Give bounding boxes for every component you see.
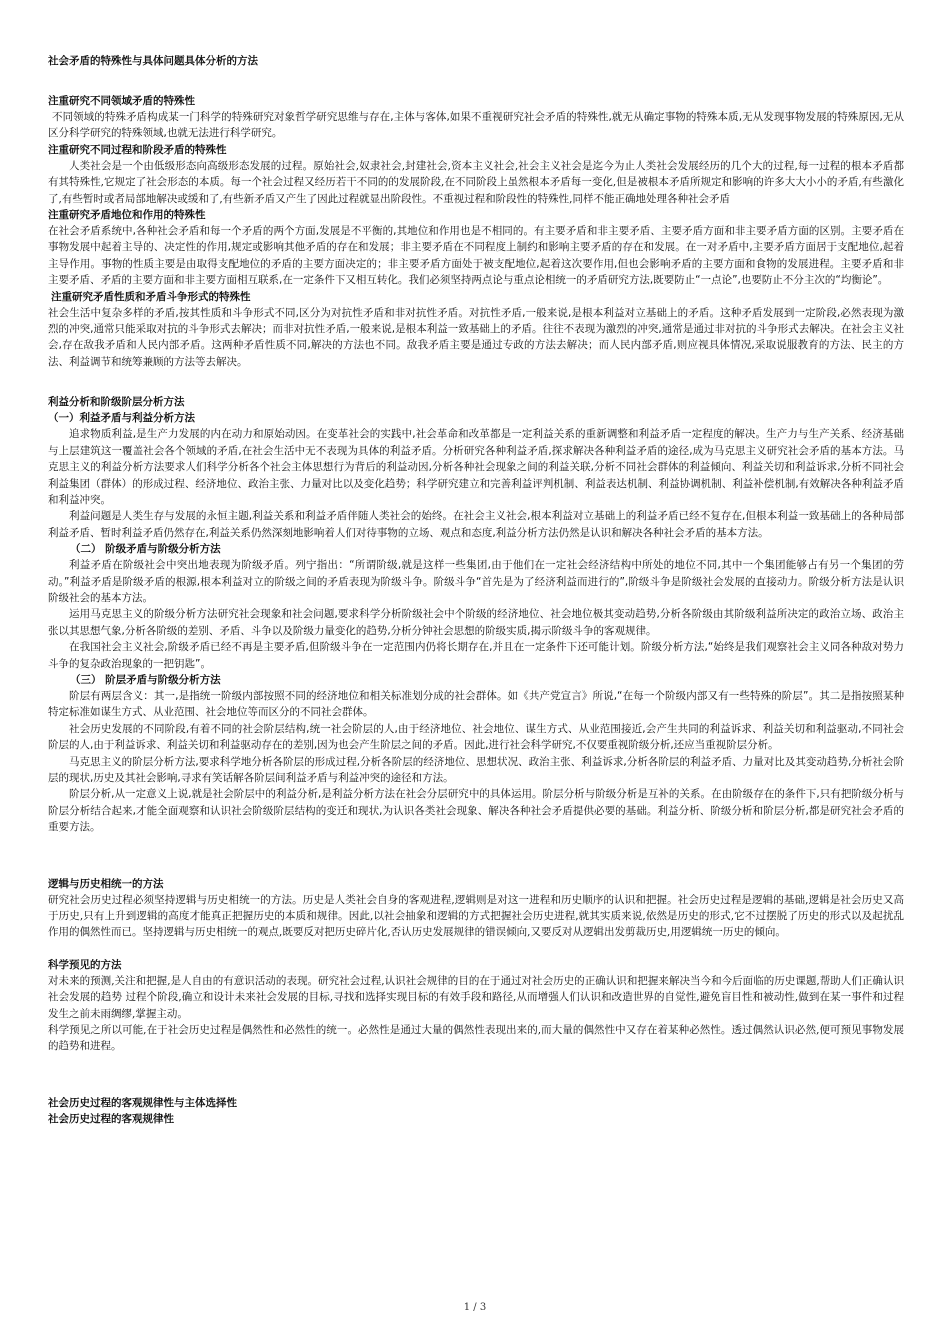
section-heading: 注重研究矛盾性质和矛盾斗争形式的特殊性 [51, 290, 251, 303]
paragraph: 马克思主义的阶层分析方法,要求科学地分析各阶层的形成过程,分析各阶层的经济地位、思想状况、政治主张、利益诉求,分析各阶层的利益矛盾、力量对比及其变动趋势,分析社会阶层的现状,历史及其社会影响,寻求有笑话解各阶层间利益矛盾与利益冲突的途径和方法。 [48, 755, 904, 784]
paragraph: 阶层有两层含义：其一,是指统一阶级内部按照不同的经济地位和相关标准划分成的社会群体。如《共产党宣言》所说,“在每一个阶级内部又有一些特殊的阶层”。其二是指按照某种特定标准如谋生方式、从业范围、社会地位等而区分的不同社会群体。 [48, 689, 904, 719]
paragraph: 利益矛盾在阶级社会中突出地表现为阶级矛盾。列宁指出：“所谓阶级,就是这样一些集团,由于他们在一定社会经济结构中所处的地位不同,其中一个集团能够占有另一个集团的劳动。”利益矛盾是阶级矛盾的根源,根本利益对立的阶级之间的矛盾表现为阶级斗争。阶级斗争“首先是为了经济利益而进行的”,阶级斗争是阶级社会发展的直接动力。阶级分析方法是认识阶级社会的基本方法。 [48, 559, 904, 604]
paragraph: 对未来的预测,关注和把握,是人自由的有意识活动的表现。研究社会过程,认识社会规律的目的在于通过对社会历史的正确认识和把握来解决当今和今后面临的历史课题,帮助人们正确认识社会发展的趋势 过程个阶段,确立和设计未来社会发展的目标,寻找和选择实现目标的有效手段和路径,从而增强人们认识和改造世界的自觉性,避免盲目性和被动性,做到在某一事件和过程发生之前未雨绸缪,掌握主动。 [48, 974, 904, 1020]
paragraph: 不同领域的特殊矛盾构成某一门科学的特殊研究对象哲学研究思维与存在,主体与客体,如果不重视研究社会矛盾的特殊性,就无从确定事物的特殊本质,无从发现事物发展的特殊原因,无从区分科学研究的特殊领域,也就无法进行科学研究。 [48, 111, 904, 140]
subsection-heading: （二） 阶级矛盾与阶级分析方法 [70, 543, 221, 556]
section-heading: 注重研究矛盾地位和作用的特殊性 [48, 209, 206, 222]
section-heading: 社会历史过程的客观规律性 [48, 1112, 174, 1125]
paragraph: 利益问题是人类生存与发展的永恒主题,利益关系和利益矛盾伴随人类社会的始终。在社会主义社会,根本利益对立基础上的利益矛盾已经不复存在,但根本利益一致基础上的各种局部利益矛盾、暂时利益矛盾仍然存在,利益关系仍然深刻地影响着人们对待事物的立场、观点和态度,利益分析方法仍然是认识和解决各种社会矛盾的基本方法。 [48, 510, 904, 539]
paragraph: 阶层分析,从一定意义上说,就是社会阶层中的利益分析,是利益分析方法在社会分层研究中的具体运用。阶层分析与阶级分析是互补的关系。在由阶级存在的条件下,只有把阶级分析与阶层分析结合起来,才能全面观察和认识社会阶级阶层结构的变迁和现状,为认识各类社会现象、解决各种社会矛盾提供必要的基础。利益分析、阶级分析和阶层分析,都是研究社会矛盾的重要方法。 [48, 788, 904, 834]
section-heading: 社会历史过程的客观规律性与主体选择性 [48, 1096, 237, 1109]
paragraph: 运用马克思主义的阶级分析方法研究社会现象和社会问题,要求科学分析阶级社会中个阶级的经济地位、社会地位极其变动趋势,分析各阶级由其阶级利益所决定的政治立场、政治主张以其思想气象,分析各阶级的差别、矛盾、斗争以及阶级力量变化的趋势,分析分钟社会思想的阶级实质,揭示阶级斗争的客观规律。 [48, 608, 904, 637]
paragraph: 人类社会是一个由低级形态向高级形态发展的过程。原始社会,奴隶社会,封建社会,资本主义社会,社会主义社会是迄今为止人类社会发展经历的几个大的过程,每一过程的根本矛盾都有其特殊性,它规定了社会形态的本质。每一个社会过程又经历若干不同的的发展阶段,在不同阶段上虽然根本矛盾每一变化,但是被根本矛盾所规定和影响的许多大大小小的矛盾,有些激化了,有些暂时或者局部地解决或缓和了,有些新矛盾又产生了因此过程就显出阶段性。不重视过程和阶段性的特殊性,同样不能正确地处理各种社会矛盾 [48, 159, 904, 205]
section-heading: 注重研究不同过程和阶段矛盾的特殊性 [48, 143, 227, 156]
subsection-heading: （三） 阶层矛盾与阶级分析方法 [70, 673, 221, 686]
paragraph: 社会历史发展的不同阶段,有着不同的社会阶层结构,统一社会阶层的人,由于经济地位、社会地位、谋生方式、从业范围接近,会产生共同的利益诉求、利益关切和利益驱动,不同社会阶层的人,由于利益诉求、利益关切和利益驱动存在的差别,因为也会产生阶层之间的矛盾。因此,进行社会科学研究,不仅要重视阶级分析,还应当重视阶层分析。 [48, 722, 904, 752]
paragraph: 社会生活中复杂多样的矛盾,按其性质和斗争形式不同,区分为对抗性矛盾和非对抗性矛盾。对抗性矛盾,一般来说,是根本利益对立基础上的矛盾。这种矛盾发展到一定阶段,必然表现为激烈的冲突,通常只能采取对抗的斗争形式去解决；而非对抗性矛盾,一般来说,是根本利益一致基础上的矛盾。往往不表现为激烈的冲突,通常是通过非对抗的斗争形式去解决。在社会主义社会,存在敌我矛盾和人民内部矛盾。这两种矛盾性质不同,解决的方法也不同。敌我矛盾主要是通过专政的方法去解决；而人民内部矛盾,则应视具体情况,采取说服教育的方法、民主的方法、利益调节和统筹兼顾的方法等去解决。 [48, 306, 904, 368]
subsection-heading: （一）利益矛盾与利益分析方法 [48, 412, 195, 425]
paragraph: 在社会矛盾系统中,各种社会矛盾和每一个矛盾的两个方面,发展是不平衡的,其地位和作用也是不相同的。有主要矛盾和非主要矛盾、主要矛盾方面和非主要矛盾方面的区别。主要矛盾在事物发展中起着主导的、决定性的作用,规定或影响其他矛盾的存在和发展；非主要矛盾在不同程度上制约和影响主要矛盾的存在和发展。在一对矛盾中,主要矛盾方面居于支配地位,起着主导作用。事物的性质主要是由取得支配地位的矛盾的主要方面决定的；非主要矛盾方面处于被支配地位,起着这次要作用,但也会影响矛盾的主要方面和食物的发展进程。主要矛盾和非主要矛盾、矛盾的主要方面和非主要方面相互联系,在一定条件下又相互转化。我们必须坚持两点论与重点论相统一的矛盾研究方法,既要防止“一点论”,也要防止不分主次的“均衡论”。 [48, 225, 904, 287]
paragraph: 科学预见之所以可能,在于社会历史过程是偶然性和必然性的统一。必然性是通过大量的偶然性表现出来的,而大量的偶然性中又存在着某种必然性。透过偶然认识必然,便可预见事物发展的趋势和进程。 [48, 1024, 904, 1053]
section-heading: 逻辑与历史相统一的方法 [48, 877, 164, 890]
paragraph: 追求物质利益,是生产力发展的内在动力和原始动因。在变革社会的实践中,社会革命和改革都是一定利益关系的重新调整和利益矛盾一定程度的解决。生产力与生产关系、经济基础与上层建筑这一覆盖社会各个领域的矛盾,在社会生活中无不表现为具体的利益矛盾。分析研究各种利益矛盾,探求解决各种利益矛盾的途径,成为马克思主义研究社会矛盾的基本方法。马克思主义的利益分析方法要求人们科学分析各个社会主体思想行为背后的利益动因,分析各种社会现象之间的利益关联,分析不同社会群体的利益倾向、利益关切和利益诉求,分析不同社会利益集团（群体）的形成过程、经济地位、政治主张、力量对比以及变化趋势；科学研究建立和完善利益评判机制、利益表达机制、利益协调机制、利益补偿机制,有效解决各种利益矛盾和利益冲突。 [48, 428, 904, 506]
document-body [48, 53, 904, 1127]
section-heading: 利益分析和阶级阶层分析方法 [48, 396, 185, 409]
paragraph: 研究社会历史过程必须坚持逻辑与历史相统一的方法。历史是人类社会自身的客观进程,逻辑则是对这一进程和历史顺序的认识和把握。社会历史过程是逻辑的基础,逻辑是社会历史又高于历史,只有上升到逻辑的高度才能真正把握历史的本质和规律。因此,以社会抽象和逻辑的方式把握社会历史进程,就其实质来说,依然是历史的形式,它不过摆脱了历史的形式以及起扰乱作用的偶然性而已。坚持逻辑与历史相统一的观点,既要反对把历史碎片化,否认历史发展规律的错误倾向,又要反对从逻辑出发剪裁历史,用逻辑统一历史的倾向。 [48, 893, 904, 939]
document-title: 社会矛盾的特殊性与具体问题具体分析的方法 [48, 55, 258, 67]
paragraph: 在我国社会主义社会,阶级矛盾已经不再是主要矛盾,但阶级斗争在一定范围内仍将长期存在,并且在一定条件下还可能计划。阶级分析方法,“始终是我们观察社会主义同各种敌对势力斗争的复杂政治现象的一把钥匙”。 [48, 641, 904, 670]
section-heading: 注重研究不同领域矛盾的特殊性 [48, 95, 195, 107]
page-number: 1 / 3 [463, 1302, 487, 1313]
section-heading: 科学预见的方法 [48, 958, 122, 971]
